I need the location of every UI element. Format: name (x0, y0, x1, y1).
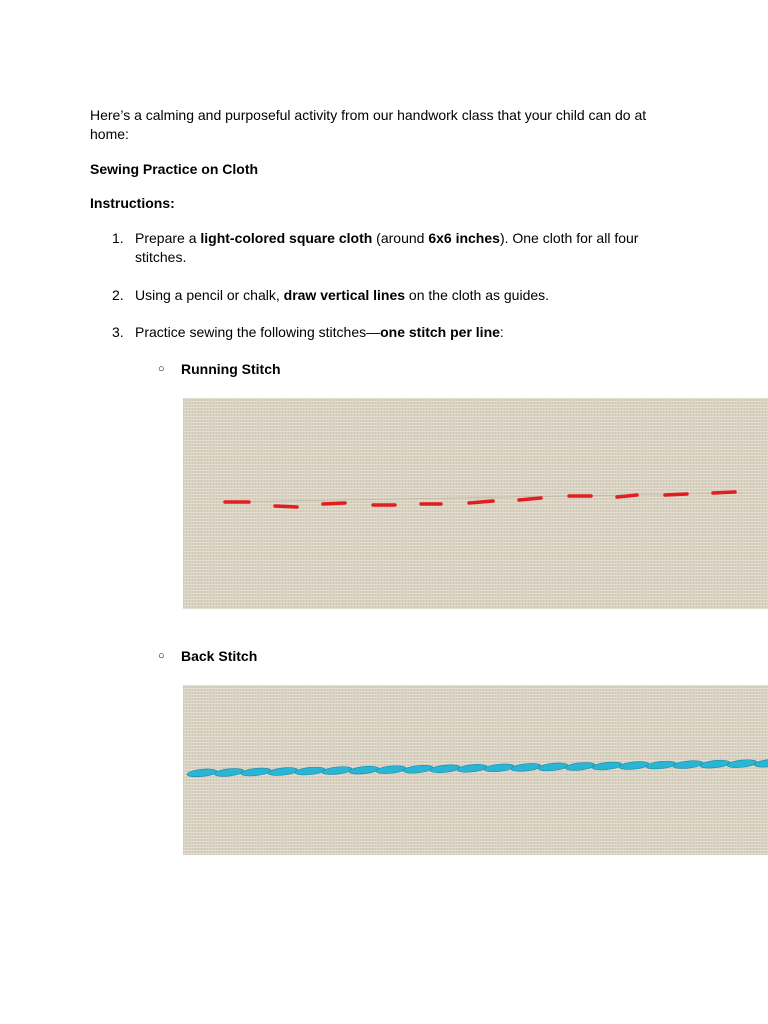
instructions-heading: Instructions: (90, 195, 175, 211)
running-stitch-segment (617, 495, 637, 497)
circle-bullet-icon: ○ (158, 363, 165, 375)
list-text: Prepare a light-colored square cloth (around 6x6 inches). One cloth for all four stitches. (135, 230, 639, 265)
running-stitch-image (183, 398, 768, 609)
running-stitch-photo (183, 398, 768, 609)
back-stitch-image (183, 685, 768, 855)
list-number: 1. (112, 230, 124, 246)
list-number: 3. (112, 324, 124, 340)
running-stitch-segment (519, 498, 541, 500)
circle-bullet-icon: ○ (158, 650, 165, 662)
back-stitch-label: Back Stitch (181, 648, 258, 664)
running-stitch-segment (469, 501, 493, 503)
intro-paragraph: Here’s a calming and purposeful activity from our handwork class that your child can do at home: (90, 107, 647, 142)
list-text: Using a pencil or chalk, draw vertical lines on the cloth as guides. (135, 287, 550, 303)
running-stitch-segment (713, 492, 735, 493)
running-stitch-label: Running Stitch (181, 361, 281, 377)
list-number: 2. (112, 287, 124, 303)
list-text: Practice sewing the following stitches—one stitch per line: (135, 324, 504, 340)
activity-title: Sewing Practice on Cloth (90, 161, 259, 177)
back-stitch-photo (183, 685, 768, 855)
running-stitch-segment (275, 506, 297, 507)
running-stitch-segment (323, 503, 345, 504)
running-stitch-segment (665, 494, 687, 495)
